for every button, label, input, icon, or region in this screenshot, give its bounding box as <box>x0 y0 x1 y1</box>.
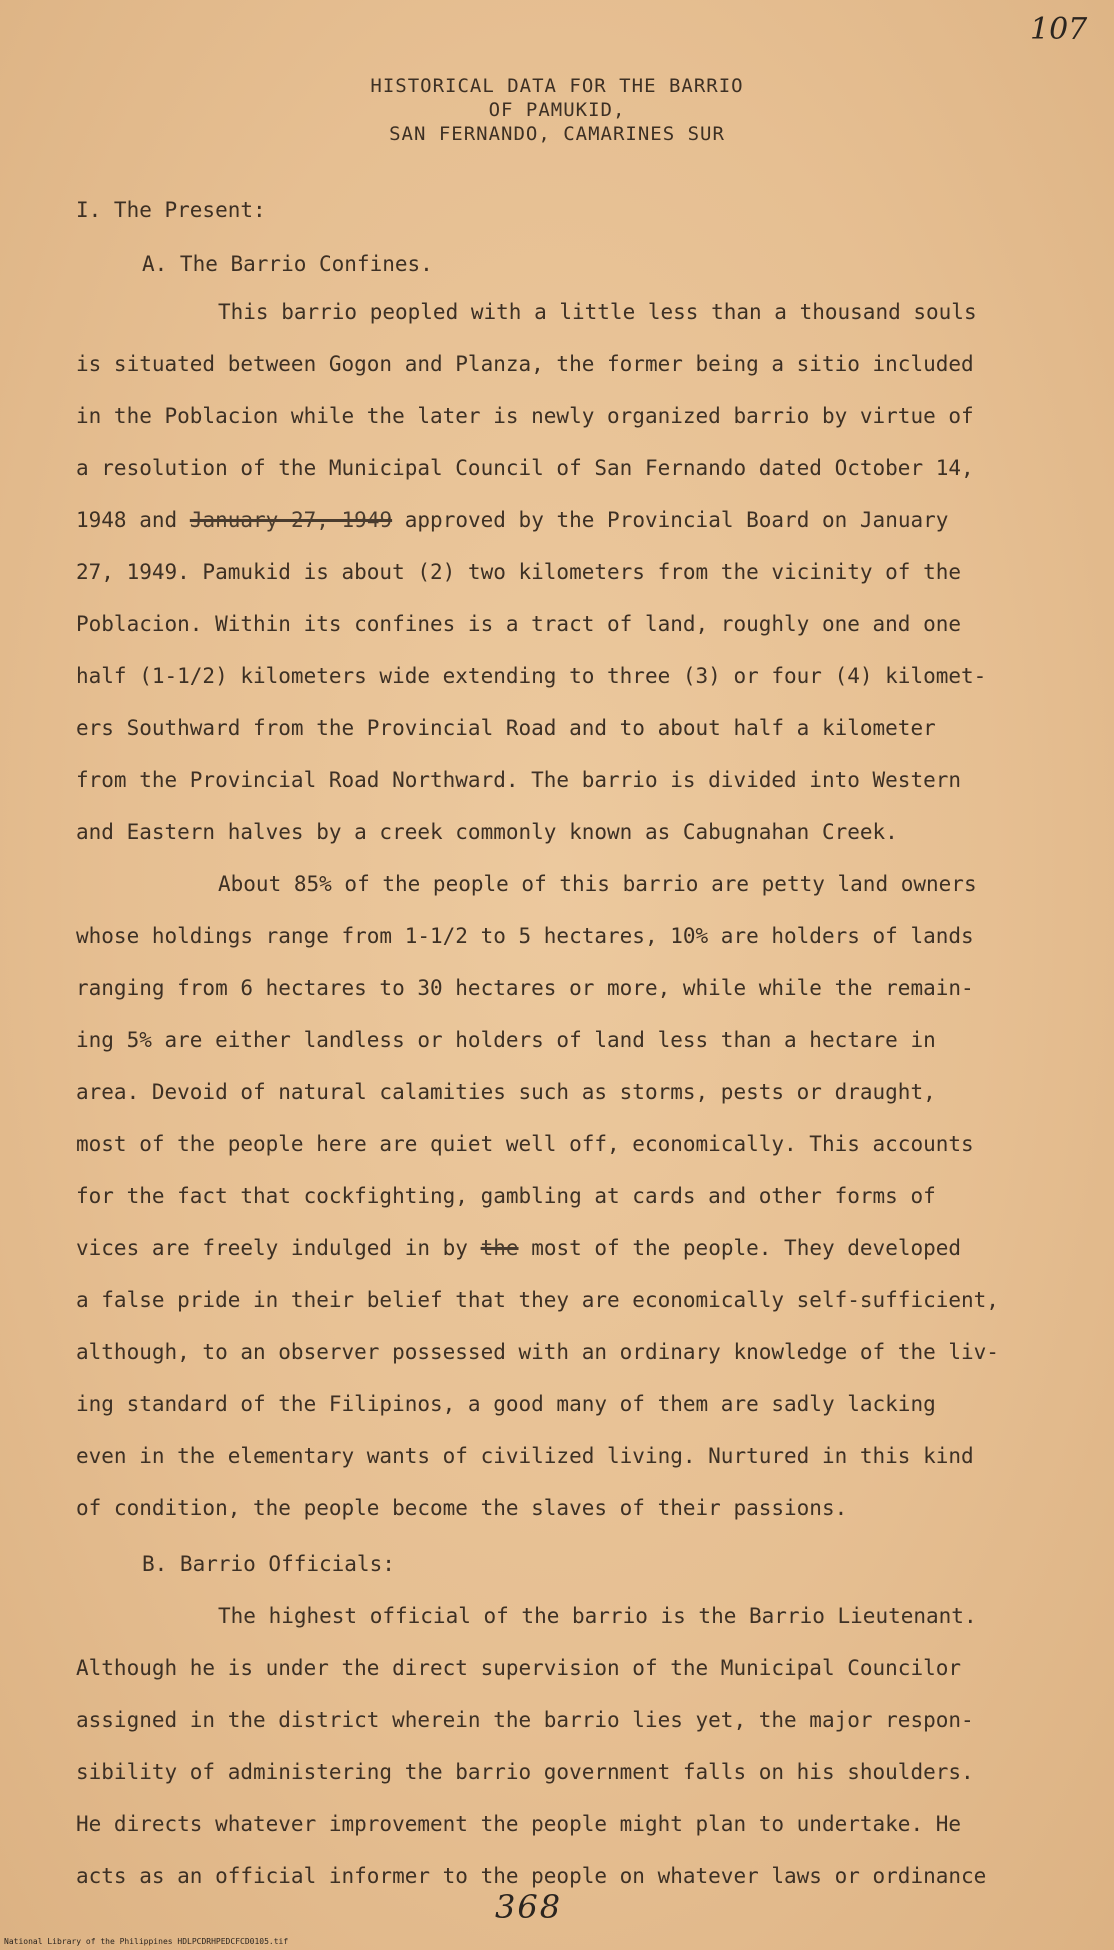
paragraph-line: a false pride in their belief that they are economically self-sufficient, <box>76 1288 999 1312</box>
document-heading <box>0 74 1114 146</box>
paragraph-line: area. Devoid of natural calamities such as storms, pests or draught, <box>76 1080 936 1104</box>
paragraph-line: in the Poblacion while the later is newly organized barrio by virtue of <box>76 404 974 428</box>
paragraph-line: whose holdings range from 1-1/2 to 5 hectares, 10% are holders of lands <box>76 924 974 948</box>
subsection-heading-barrio-officials: B. Barrio Officials: <box>142 1552 395 1576</box>
paragraph-line: assigned in the district wherein the barrio lies yet, the major respon- <box>76 1708 974 1732</box>
paragraph-line: ranging from 6 hectares to 30 hectares or more, while while the remain- <box>76 976 974 1000</box>
paragraph-line: acts as an official informer to the people on whatever laws or ordinance <box>76 1864 987 1888</box>
paragraph-line: About 85% of the people of this barrio are petty land owners <box>218 872 977 896</box>
struck-out-text: the <box>480 1236 519 1260</box>
struck-out-text: January 27, 1949 <box>189 508 393 532</box>
paragraph-line: from the Provincial Road Northward. The barrio is divided into Western <box>76 768 962 792</box>
line-text: vices are freely indulged in by <box>76 1236 468 1260</box>
paragraph-line: for the fact that cockfighting, gambling at cards and other forms of <box>76 1184 936 1208</box>
paragraph-line: of condition, the people become the slaves of their passions. <box>76 1496 848 1520</box>
heading-line-2: OF PAMUKID, <box>488 99 626 121</box>
paragraph-line: ing 5% are either landless or holders of land less than a hectare in <box>76 1028 936 1052</box>
heading-line-3: SAN FERNANDO, CAMARINES SUR <box>389 123 725 145</box>
paragraph-line: a resolution of the Municipal Council of San Fernando dated October 14, <box>76 456 974 480</box>
paragraph-line: although, to an observer possessed with an ordinary knowledge of the liv- <box>76 1340 999 1364</box>
paragraph-line: This barrio peopled with a little less than a thousand souls <box>218 300 977 324</box>
paragraph-line <box>76 1236 961 1260</box>
paragraph-line: Although he is under the direct supervision of the Municipal Councilor <box>76 1656 962 1680</box>
line-text: 1948 and <box>76 508 178 532</box>
paragraph-line: ing standard of the Filipinos, a good many of them are sadly lacking <box>76 1392 936 1416</box>
paragraph-line: sibility of administering the barrio government falls on his shoulders. <box>76 1760 974 1784</box>
subsection-heading-barrio-confines: A. The Barrio Confines. <box>142 252 433 276</box>
paragraph-line: He directs whatever improvement the people might plan to undertake. He <box>76 1812 962 1836</box>
paragraph-line: is situated between Gogon and Planza, the former being a sitio included <box>76 352 974 376</box>
paragraph-line: Poblacion. Within its confines is a tract of land, roughly one and one <box>76 612 962 636</box>
paragraph-line: even in the elementary wants of civilized living. Nurtured in this kind <box>76 1444 974 1468</box>
page-number: 107 <box>1030 12 1088 47</box>
handwritten-page-number: 368 <box>495 1888 563 1926</box>
paragraph-line: ers Southward from the Provincial Road and to about half a kilometer <box>76 716 936 740</box>
line-text: approved by the Provincial Board on January <box>404 508 949 532</box>
line-text: most of the people. They developed <box>531 1236 962 1260</box>
paragraph-line: The highest official of the barrio is the Barrio Lieutenant. <box>218 1604 977 1628</box>
archive-footer: National Library of the Philippines HDLPCDRHPEDCFCD0105.tif <box>4 1937 289 1946</box>
paragraph-line <box>76 508 948 532</box>
paragraph-line: most of the people here are quiet well off, economically. This accounts <box>76 1132 974 1156</box>
paragraph-line: and Eastern halves by a creek commonly known as Cabugnahan Creek. <box>76 820 898 844</box>
section-heading-present: I. The Present: <box>76 198 266 222</box>
paragraph-line: 27, 1949. Pamukid is about (2) two kilometers from the vicinity of the <box>76 560 962 584</box>
heading-line-1: HISTORICAL DATA FOR THE BARRIO <box>370 75 744 97</box>
paragraph-line: half (1-1/2) kilometers wide extending to three (3) or four (4) kilomet- <box>76 664 987 688</box>
